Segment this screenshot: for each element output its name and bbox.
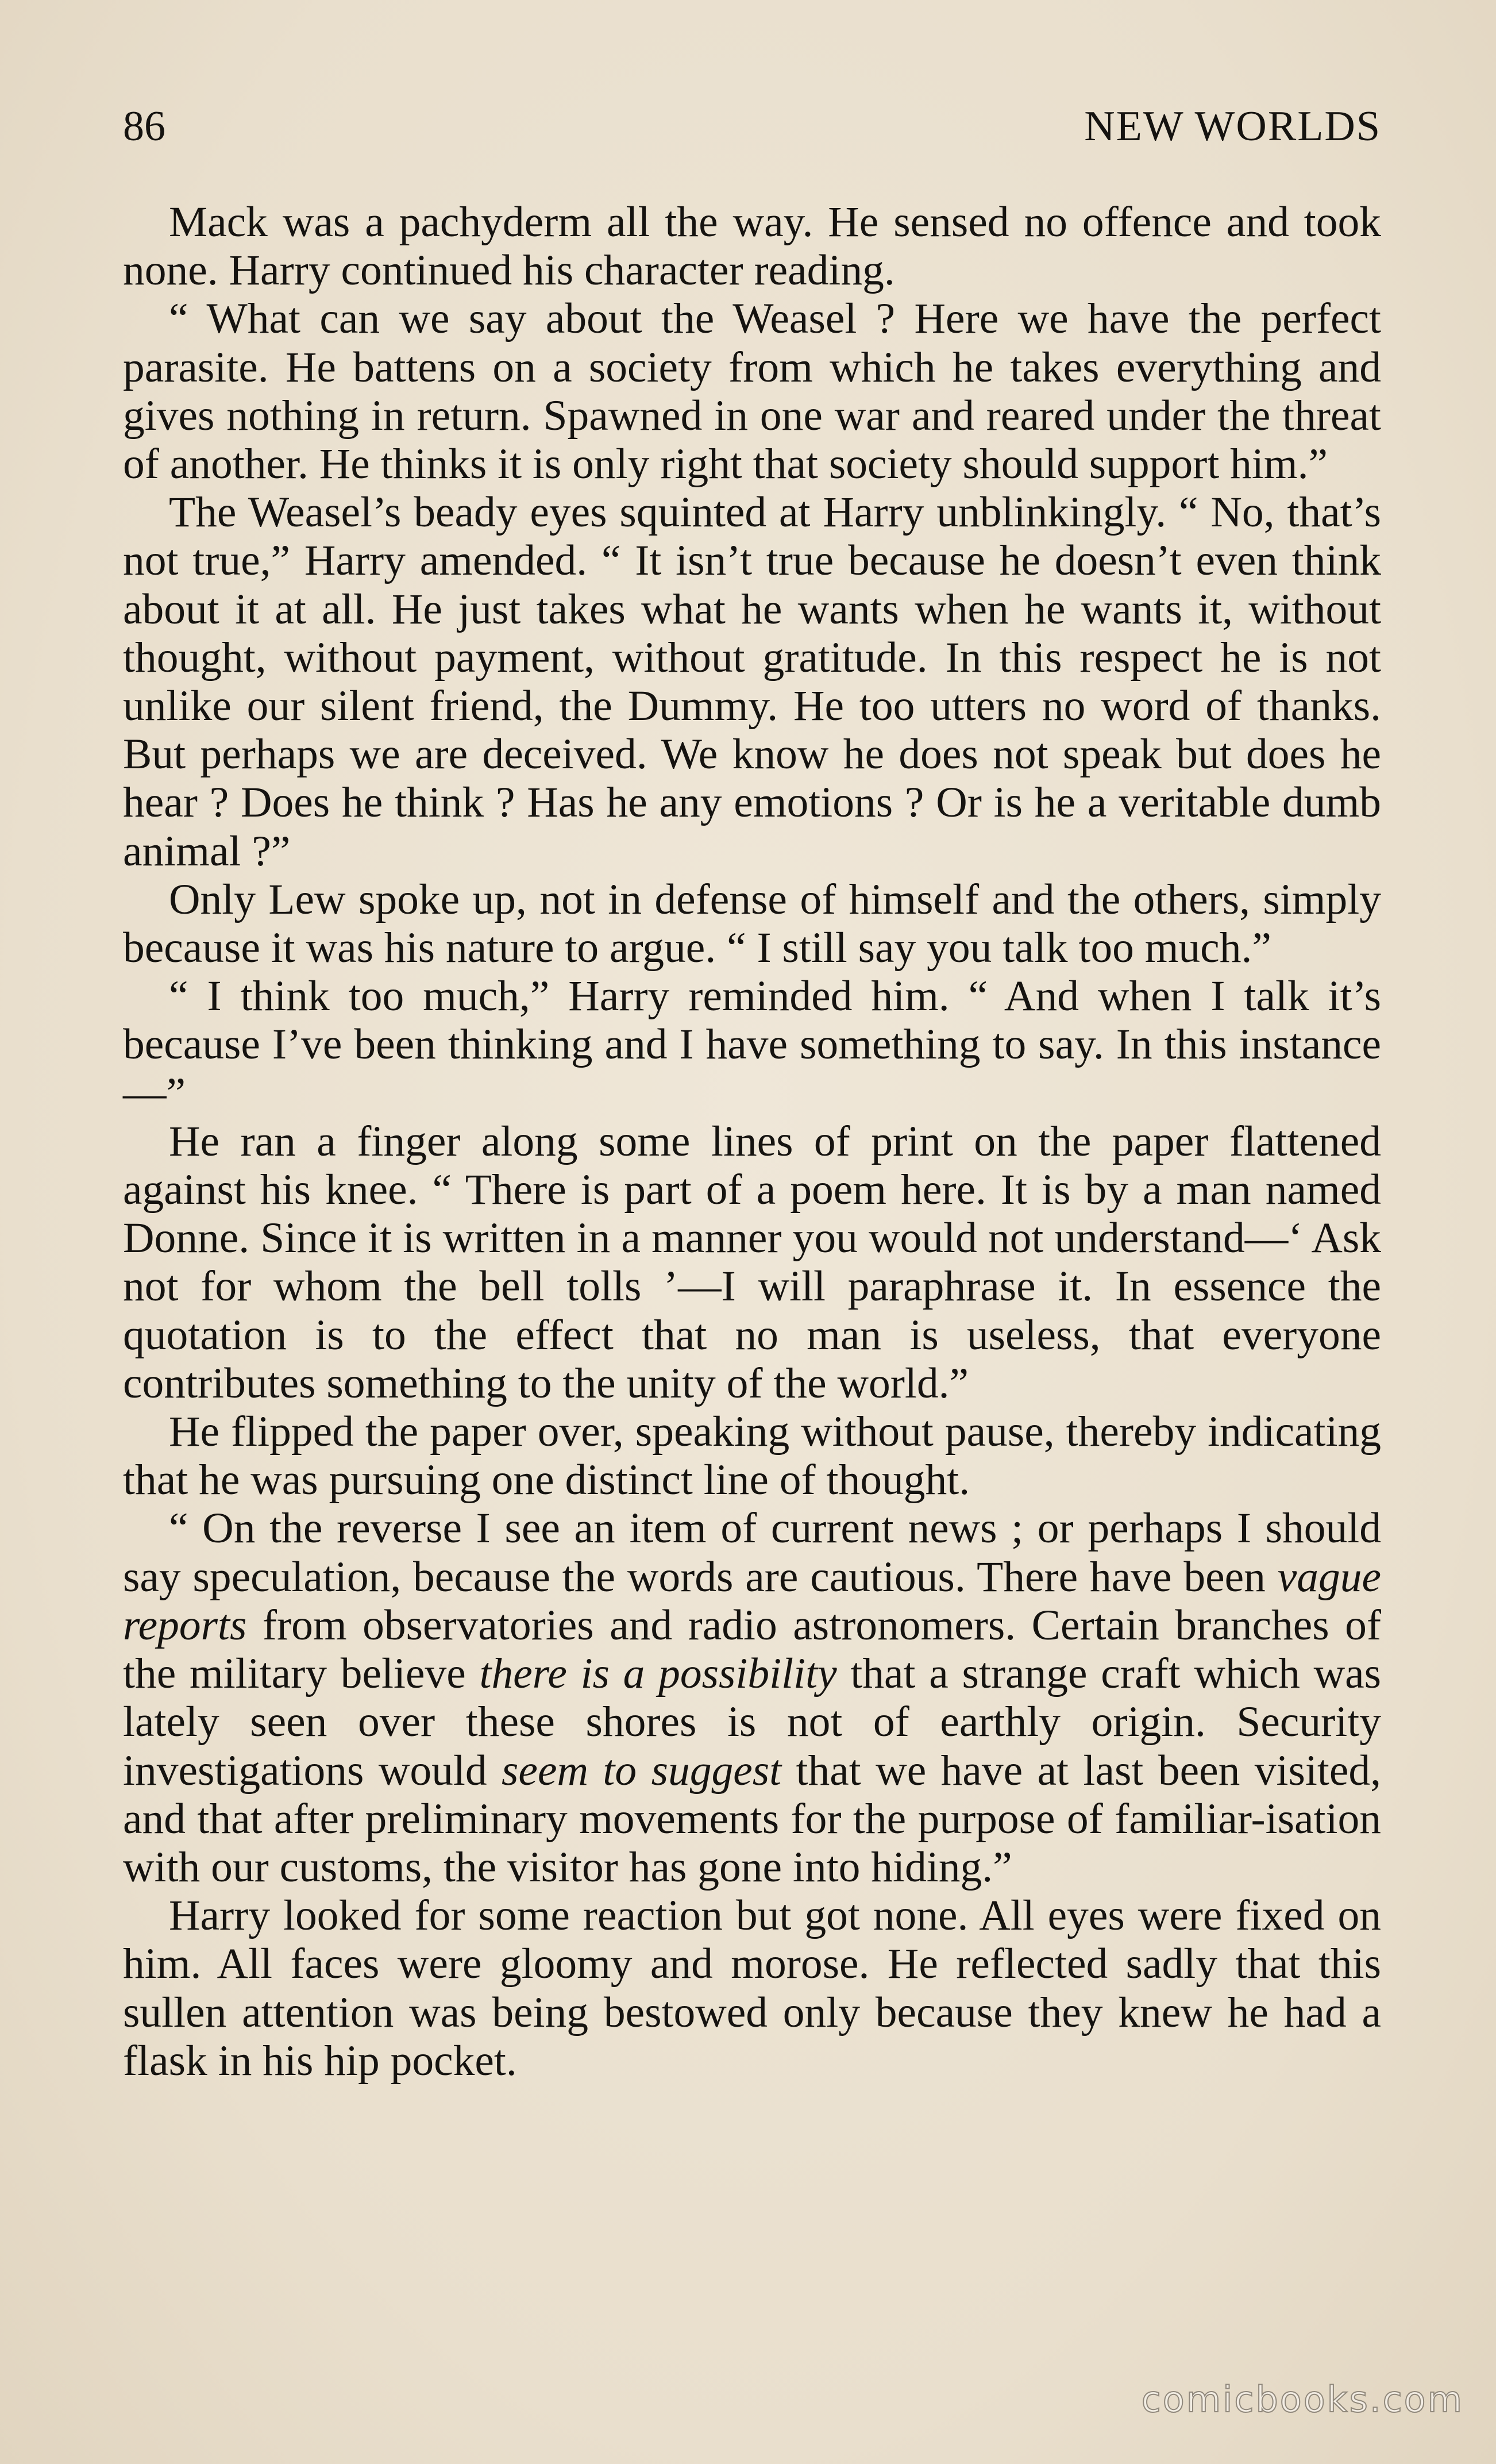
text-run: “ On the reverse I see an item of current news ; or perhaps I should say speculation, because the words are cautious. There have been [123, 1504, 1381, 1601]
paragraph [123, 972, 1381, 1118]
text-run: He ran a finger along some lines of print on the paper flattened against his knee. “ There is part of a poem here. It is by a man named Donne. Since it is written in a manner you would not understand—‘ Ask not for whom the bell tolls ’—I will paraphrase it. In essence the quotation is to the effect that no man is useless, that everyone contributes something to the unity of the world.” [123, 1117, 1381, 1407]
text-run: “ What can we say about the Weasel ? Here we have the perfect parasite. He battens on a society from which he takes everything and gives nothing in return. Spawned in one war and reared under the threat of another. He thinks it is only right that society should support him.” [123, 295, 1381, 488]
page-number: 86 [123, 103, 165, 150]
page-header [123, 101, 1381, 152]
text-run: from observatories and radio astronomers. Certain branches of the military believe [123, 1601, 1381, 1698]
paragraph [123, 295, 1381, 488]
text-run: Mack was a pachyderm all the way. He sensed no offence and took none. Harry continued his character reading. [123, 198, 1381, 295]
paragraph [123, 488, 1381, 876]
paragraph [123, 1408, 1381, 1504]
paragraph [123, 876, 1381, 972]
italic-phrase: there is a possibility [479, 1650, 837, 1698]
paragraph [123, 1504, 1381, 1892]
text-run: that we have at last been visited, and that after preliminary movements for the purpose of familiar-isation with our customs, the visitor has gone into hiding.” [123, 1746, 1381, 1891]
paragraph [123, 1892, 1381, 2085]
paragraph [123, 1118, 1381, 1408]
paragraph [123, 198, 1381, 295]
text-run: “ I think too much,” Harry reminded him. “ And when I talk it’s because I’ve been thinking and I have something to say. In this instance—” [123, 972, 1381, 1117]
text-run: Harry looked for some reaction but got none. All eyes were fixed on him. All faces were gloomy and morose. He reflected sadly that this sullen attention was being bestowed only because they knew he had a flask in his hip pocket. [123, 1892, 1381, 2085]
italic-phrase: vague reports [123, 1553, 1381, 1649]
running-head: NEW WORLDS [1084, 103, 1381, 150]
text-run: that a strange craft which was lately seen over these shores is not of earthly origin. Security investigations would [123, 1650, 1381, 1795]
italic-phrase: seem to suggest [502, 1746, 782, 1795]
body-text [123, 198, 1381, 2085]
text-run: He flipped the paper over, speaking without pause, thereby indicating that he was pursuing one distinct line of thought. [123, 1408, 1381, 1504]
watermark: comicbooks.com [1141, 2378, 1464, 2420]
text-run: The Weasel’s beady eyes squinted at Harry unblinkingly. “ No, that’s not true,” Harry amended. “ It isn’t true because he doesn’t even think about it at all. He just takes what he wants when he wants it, without thought, without payment, without gratitude. In this respect he is not unlike our silent friend, the Dummy. He too utters no word of thanks. But perhaps we are deceived. We know he does not speak but does he hear ? Does he think ? Has he any emotions ? Or is he a veritable dumb animal ?” [123, 488, 1381, 875]
text-run: Only Lew spoke up, not in defense of himself and the others, simply because it was his nature to argue. “ I still say you talk too much.” [123, 875, 1381, 972]
